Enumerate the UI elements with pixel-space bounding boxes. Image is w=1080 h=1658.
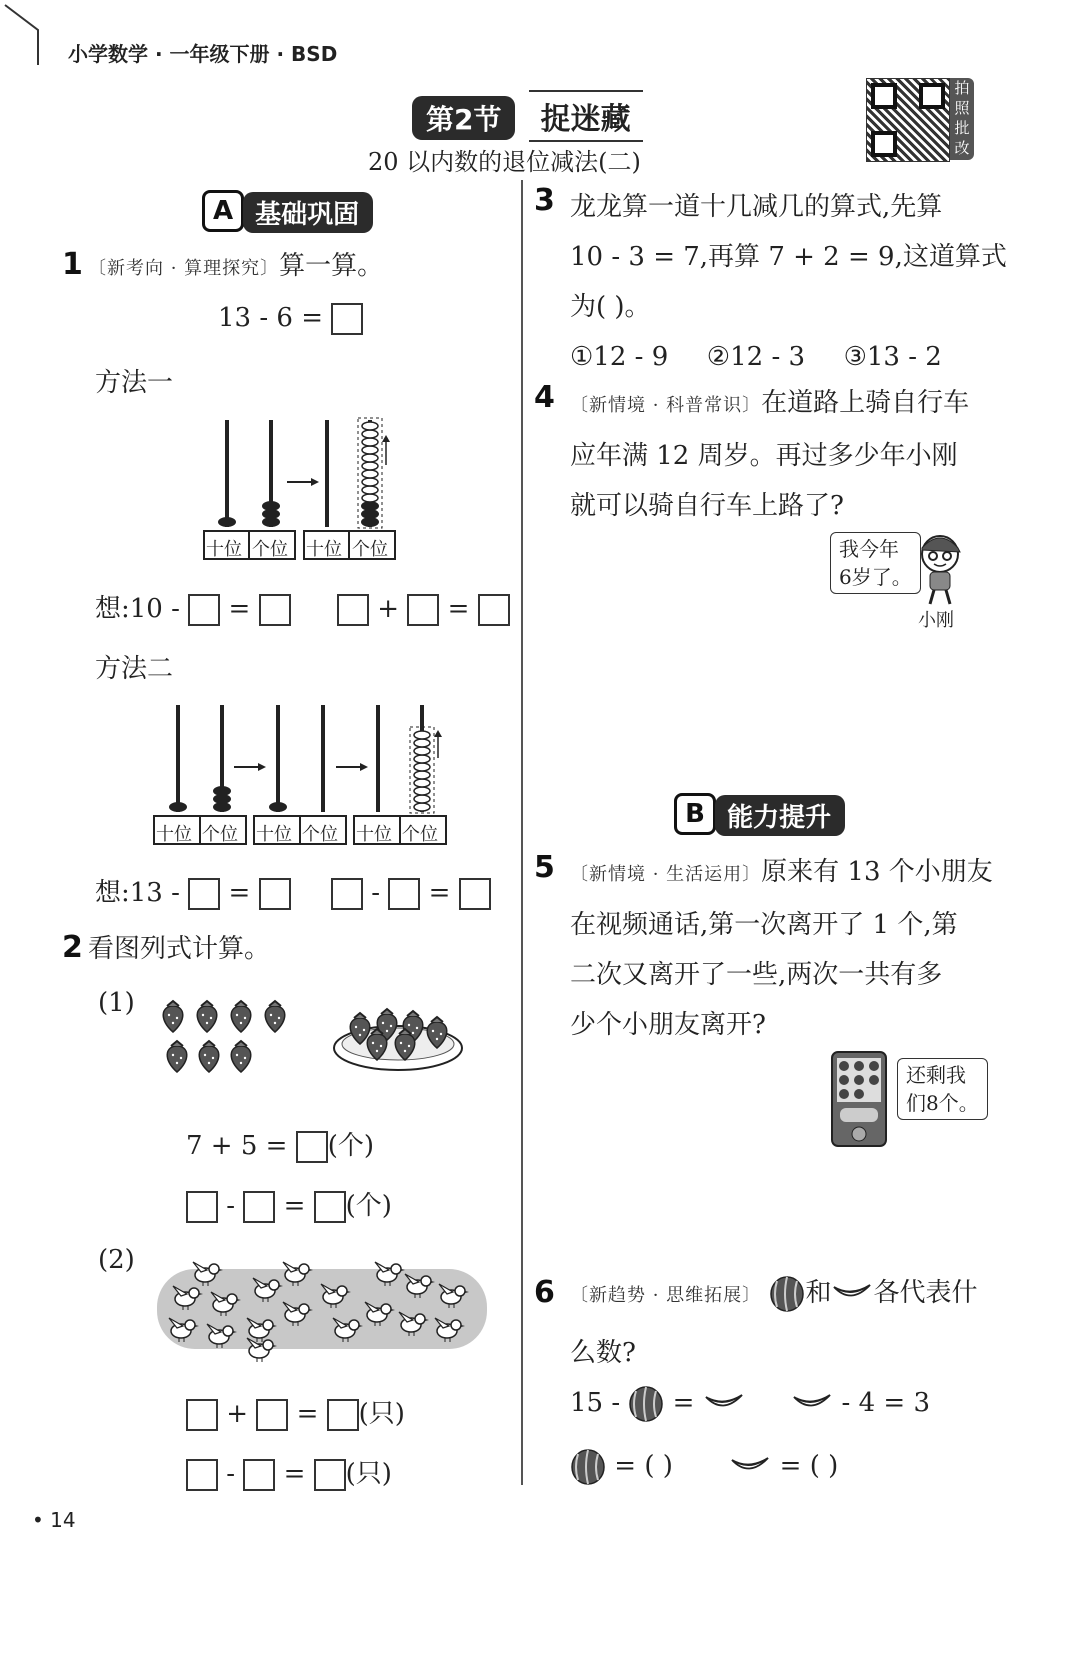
answer-box[interactable] [337, 594, 369, 626]
watermelon-icon [769, 1275, 805, 1313]
equals-sign: = [296, 1399, 319, 1429]
answer-box[interactable] [331, 303, 363, 335]
lesson-name: 捉迷藏 [529, 90, 643, 142]
plus-sign: + [226, 1399, 249, 1429]
bubble-line: 我今年 [839, 537, 899, 561]
question-text: 算一算。 [279, 251, 384, 281]
q6-equation-1 [570, 1385, 930, 1423]
question-text-line: 就可以骑自行车上路了? [570, 491, 844, 521]
question-2 [62, 928, 270, 965]
equals-sign: = [283, 1191, 306, 1221]
banana-icon [831, 1279, 873, 1309]
answer-box[interactable] [327, 1399, 359, 1431]
answer-box[interactable] [186, 1399, 218, 1431]
answer-box[interactable] [259, 594, 291, 626]
q1-expr-text: 13 - 6 = [218, 303, 323, 333]
qr-label-char: 拍 [954, 79, 970, 97]
page-corner-mark [0, 0, 60, 70]
minus-sign: - [226, 1459, 236, 1489]
section-b-letter: B [674, 793, 716, 835]
part-1-label: (1) [98, 988, 135, 1018]
question-number: 2 [62, 930, 83, 965]
answer-box[interactable] [186, 1459, 218, 1491]
bubble-line: 6岁了。 [839, 565, 912, 589]
banana-icon [729, 1452, 771, 1482]
question-5 [570, 847, 993, 1050]
question-number: 5 [534, 850, 555, 885]
video-call-phone-icon [830, 1050, 888, 1148]
birds-illustration [155, 1255, 490, 1363]
question-1 [62, 245, 383, 282]
book-title: 小学数学 · 一年级下册 · BSD [68, 42, 338, 66]
question-text-line: 么数? [570, 1338, 636, 1368]
answer-box[interactable] [459, 878, 491, 910]
answer-box[interactable] [243, 1191, 275, 1223]
answer-box[interactable] [478, 594, 510, 626]
option[interactable]: ③13 - 2 [843, 342, 942, 372]
section-b-label: 能力提升 [715, 795, 845, 836]
answer-box[interactable] [296, 1131, 328, 1163]
think-prefix: 想:10 - [95, 594, 180, 624]
unit-label: (个) [327, 1131, 375, 1161]
section-a-label: 基础巩固 [243, 192, 373, 233]
watermelon-icon [570, 1448, 606, 1486]
answer-box[interactable] [188, 594, 220, 626]
answer-box[interactable] [243, 1459, 275, 1491]
qr-label-char: 批 [954, 119, 970, 137]
qr-code-icon[interactable] [866, 78, 950, 162]
part-2-label: (2) [98, 1245, 135, 1275]
q2-2-eq1 [186, 1393, 405, 1431]
method-2-label: 方法二 [95, 654, 174, 684]
q2-2-eq2 [186, 1453, 392, 1491]
question-text-line: 10 - 3 = 7,再算 7 + 2 = 9,这道算式 [570, 242, 1007, 272]
eq-suffix: - 4 = 3 [841, 1388, 930, 1418]
unit-label: (只) [345, 1459, 392, 1489]
question-text: 看图列式计算。 [87, 934, 270, 964]
question-6 [570, 1272, 977, 1313]
option[interactable]: ②12 - 3 [706, 342, 806, 372]
and-text: 和 [805, 1278, 832, 1308]
minus-sign: - [226, 1191, 236, 1221]
question-text-line: 龙龙算一道十几减几的算式,先算 [570, 192, 943, 222]
answer-box[interactable] [188, 878, 220, 910]
q1-expression [218, 303, 363, 335]
option[interactable]: ①12 - 9 [570, 342, 669, 372]
question-text: 原来有 13 个小朋友 [761, 857, 993, 887]
place-label-tens: 十位 [206, 539, 242, 560]
question-tag: 〔新趋势 · 思维拓展〕 [570, 1285, 762, 1306]
unit-label: (个) [345, 1191, 392, 1221]
question-text: 各代表什 [873, 1278, 978, 1308]
plus-sign: + [377, 594, 400, 624]
lesson-subtitle: 20 以内数的退位减法(二) [368, 148, 641, 176]
method-1-label: 方法一 [95, 368, 174, 398]
answer-blank[interactable]: = ( ) [614, 1451, 673, 1481]
question-number: 4 [534, 380, 555, 415]
question-tag: 〔新情境 · 生活运用〕 [570, 864, 762, 885]
answer-blank[interactable]: = ( ) [779, 1451, 839, 1481]
character-name: 小刚 [918, 610, 954, 631]
place-label-ones: 个位 [402, 824, 438, 845]
think-line-2 [95, 872, 491, 910]
place-label-tens: 十位 [356, 824, 392, 845]
question-4 [570, 378, 969, 531]
boy-character-icon [912, 528, 968, 608]
question-number: 3 [534, 183, 555, 218]
q2-1-eq1 [186, 1125, 374, 1163]
place-label-ones: 个位 [302, 824, 338, 845]
q2-1-eq2 [186, 1185, 392, 1223]
question-tag: 〔新情境 · 科普常识〕 [570, 395, 762, 416]
answer-box[interactable] [259, 878, 291, 910]
banana-icon [703, 1389, 745, 1419]
eq-prefix: 15 - [570, 1388, 621, 1418]
question-number: 1 [62, 247, 83, 282]
think-prefix: 想:13 - [95, 878, 180, 908]
section-b-header [674, 793, 845, 836]
speech-bubble [897, 1058, 988, 1120]
q2-1-expr: 7 + 5 = [186, 1131, 288, 1161]
answer-box[interactable] [407, 594, 439, 626]
answer-box[interactable] [186, 1191, 218, 1223]
answer-box[interactable] [314, 1191, 346, 1223]
qr-label-char: 改 [954, 139, 970, 157]
page-number: • 14 [32, 1508, 76, 1532]
question-text-line: 少个小朋友离开? [570, 1010, 766, 1040]
think-line-1 [95, 588, 510, 626]
answer-box[interactable] [314, 1459, 346, 1491]
q3-options [570, 332, 1007, 382]
lesson-section-badge: 第2节 [412, 96, 515, 140]
question-text: 在道路上骑自行车 [761, 388, 970, 418]
strawberries-illustration [155, 998, 465, 1080]
speech-bubble [830, 532, 921, 594]
place-label-tens: 十位 [306, 539, 342, 560]
question-text-line: 应年满 12 周岁。再过多少年小刚 [570, 441, 958, 471]
equals-sign: = [428, 878, 451, 908]
question-text-line: 为( )。 [570, 292, 651, 322]
place-label-ones: 个位 [352, 539, 388, 560]
q6-answer-line [570, 1448, 838, 1486]
equals-sign: = [672, 1388, 695, 1418]
unit-label: (只) [358, 1399, 405, 1429]
equals-sign: = [228, 878, 251, 908]
question-3 [570, 182, 1007, 382]
question-tag: 〔新考向 · 算理探究〕 [87, 258, 280, 279]
answer-box[interactable] [256, 1399, 288, 1431]
question-number: 6 [534, 1275, 555, 1310]
place-label-ones: 个位 [202, 824, 238, 845]
minus-sign: - [371, 878, 381, 908]
banana-icon [791, 1389, 833, 1419]
answer-box[interactable] [331, 878, 363, 910]
watermelon-icon [628, 1385, 664, 1423]
answer-box[interactable] [388, 878, 420, 910]
place-label-tens: 十位 [256, 824, 292, 845]
equals-sign: = [447, 594, 470, 624]
bubble-line: 还剩我 [906, 1063, 966, 1087]
column-divider [521, 180, 523, 1485]
question-text-line: 二次又离开了一些,两次一共有多 [570, 960, 943, 990]
equals-sign: = [283, 1459, 306, 1489]
lesson-title [412, 90, 643, 142]
section-a-header [202, 190, 373, 233]
bubble-line: 们8个。 [906, 1091, 979, 1115]
equals-sign: = [228, 594, 251, 624]
qr-label [950, 78, 974, 160]
section-a-letter: A [202, 190, 244, 232]
place-label-tens: 十位 [156, 824, 192, 845]
qr-label-char: 照 [954, 99, 970, 117]
question-text-line: 在视频通话,第一次离开了 1 个,第 [570, 910, 958, 940]
place-label-ones: 个位 [252, 539, 288, 560]
